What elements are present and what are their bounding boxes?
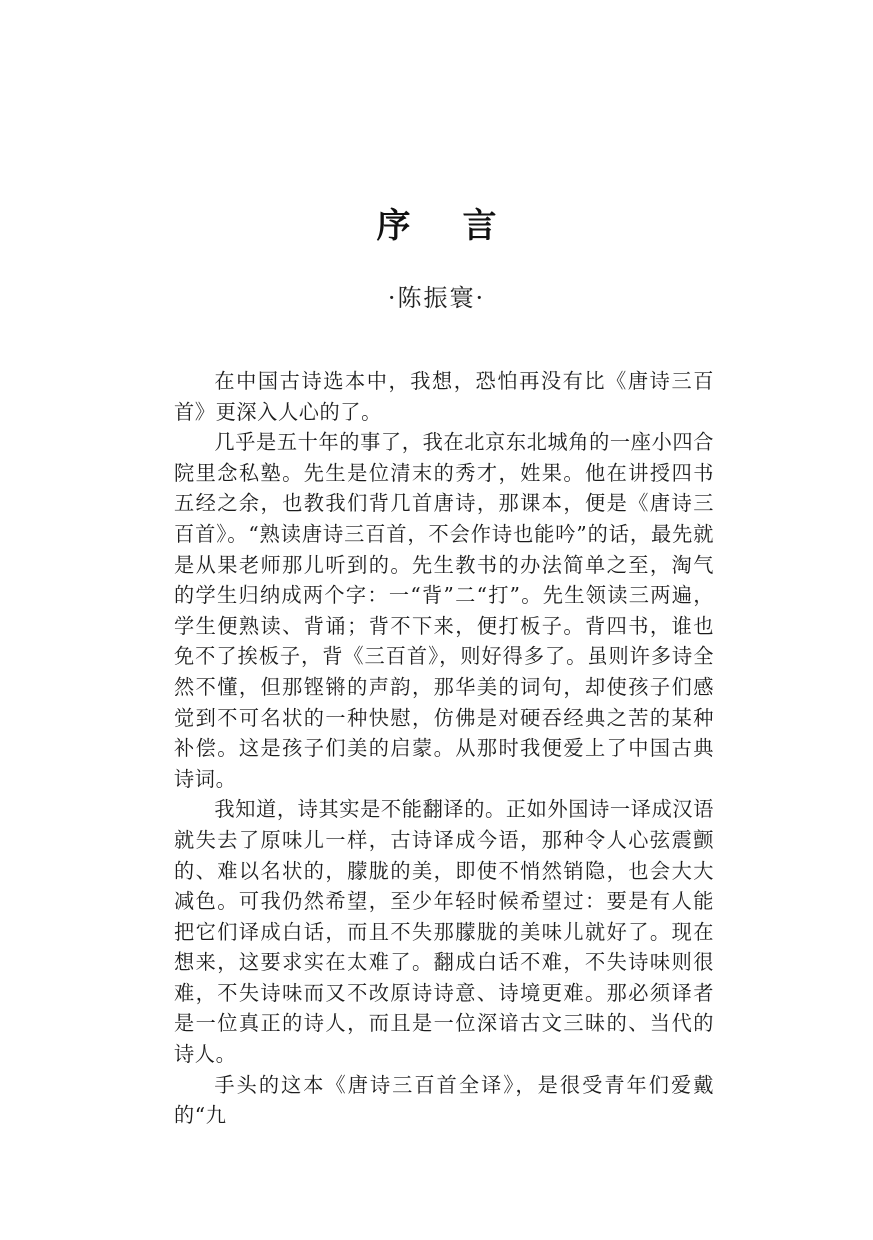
paragraph: 手头的这本《唐诗三百首全译》，是很受青年们爱戴的“九 xyxy=(174,1072,714,1128)
paragraph: 几乎是五十年的事了，我在北京东北城角的一座小四合院里念私塾。先生是位清末的秀才，姓果。他在讲授四书五经之余，也教我们背几首唐诗，那课本，便是《唐诗三百首》。“熟读唐诗三百首，不会作诗也能吟”的话，最先就是从果老师那儿听到的。先生教书的办法简单之至，淘气的学生归纳成两个字：一“背”二“打”。先生领读三两遍，学生便熟读、背诵；背不下来，便打板子。背四书，谁也免不了挨板子，背《三百首》，则好得多了。虽则许多诗全然不懂，但那铿锵的声韵，那华美的词句，却使孩子们感觉到不可名状的一种快慰，仿佛是对硬吞经典之苦的某种补偿。这是孩子们美的启蒙。从那时我便爱上了中国古典诗词。 xyxy=(174,430,714,791)
body-text xyxy=(174,366,714,1131)
page-title: 序言 xyxy=(376,206,549,246)
paragraph: 在中国古诗选本中，我想，恐怕再没有比《唐诗三百首》更深入人心的了。 xyxy=(174,369,714,424)
author-byline: ·陈振寰· xyxy=(387,284,486,312)
paragraph: 我知道，诗其实是不能翻译的。正如外国诗一译成汉语就失去了原味儿一样，古诗译成今语，那种令人心弦震颤的、难以名状的，朦胧的美，即使不悄然销隐，也会大大减色。可我仍然希望，至少年轻时候希望过：要是有人能把它们译成白话，而且不失那朦胧的美味儿就好了。现在想来，这要求实在太难了。翻成白话不难，不失诗味则很难，不失诗味而又不改原诗诗意、诗境更难。那必须译者是一位真正的诗人，而且是一位深谙古文三昧的、当代的诗人。 xyxy=(174,797,714,1067)
